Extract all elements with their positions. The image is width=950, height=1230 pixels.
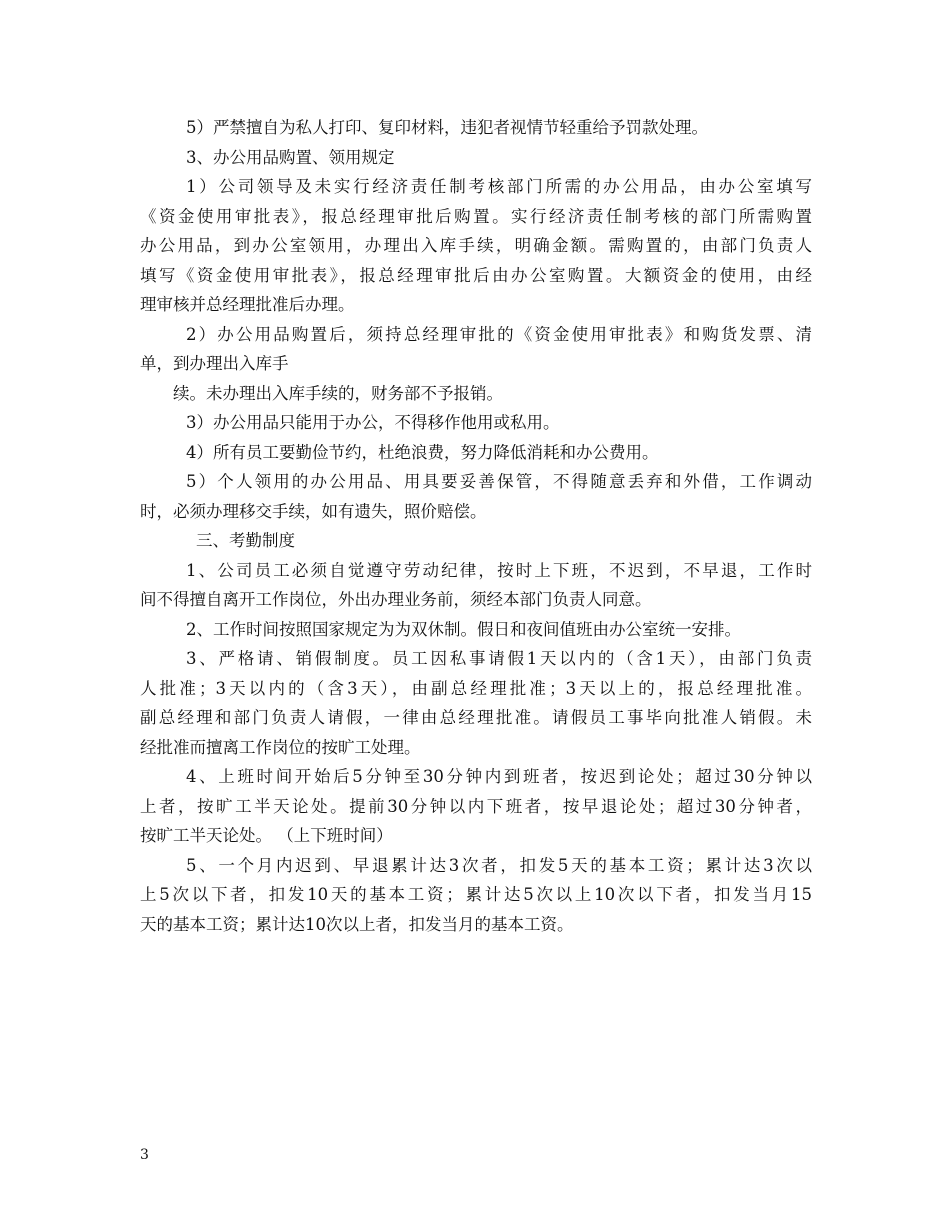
document-body: [140, 113, 812, 939]
text-line: 填写《资金使用审批表》，报总经理审批后由办公室购置。大额资金的使用，由经: [140, 265, 812, 285]
section-heading: 3、办公用品购置、领用规定: [186, 147, 395, 167]
text-line: 间不得擅自离开工作岗位，外出办理业务前，须经本部门负责人同意。: [140, 590, 652, 609]
text-line: 天的基本工资；累计达10次以上者，扣发当月的基本工资。: [140, 914, 574, 934]
text-line: 5）严禁擅自为私人打印、复印材料，违犯者视情节轻重给予罚款处理。: [186, 118, 708, 137]
text-line: 人批准；3天以内的（含3天），由副总经理批准；3天以上的，报总经理批准。: [140, 678, 812, 698]
text-line: 3）办公用品只能用于办公，不得移作他用或私用。: [186, 413, 560, 432]
text-line: 上5次以下者，扣发10天的基本工资；累计达5次以上10次以下者，扣发当月15: [140, 885, 812, 904]
text-line: 1、公司员工必须自觉遵守劳动纪律，按时上下班，不迟到，不早退，工作时: [186, 560, 812, 580]
text-line: 5、一个月内迟到、早退累计达3次者，扣发5天的基本工资；累计达3次以: [186, 855, 812, 875]
page-number: 3: [140, 1147, 149, 1163]
text-line: 单，到办理出入库手: [140, 354, 289, 373]
section-heading: 三、考勤制度: [196, 531, 295, 550]
text-line: 经批准而擅离工作岗位的按旷工处理。: [140, 737, 421, 757]
text-line: 2）办公用品购置后，须持总经理审批的《资金使用审批表》和购货发票、清: [186, 324, 812, 344]
text-line: 上者，按旷工半天论处。提前30分钟以内下班者，按早退论处；超过30分钟者，: [140, 796, 812, 816]
text-line: 2、工作时间按照国家规定为为双休制。假日和夜间值班由办公室统一安排。: [186, 619, 741, 639]
text-line: 3、严格请、销假制度。员工因私事请假1天以内的（含1天），由部门负责: [186, 649, 812, 668]
text-line: 1）公司领导及未实行经济责任制考核部门所需的办公用品，由办公室填写: [186, 177, 812, 196]
text-line: 副总经理和部门负责人请假，一律由总经理批准。请假员工事毕向批准人销假。未: [140, 708, 812, 727]
text-line: 续。未办理出入库手续的，财务部不予报销。: [173, 383, 503, 403]
text-line: 5）个人领用的办公用品、用具要妥善保管，不得随意丢弃和外借，工作调动: [186, 472, 812, 491]
text-line: 理审核并总经理批准后办理。: [140, 295, 355, 314]
text-line: 4、上班时间开始后5分钟至30分钟内到班者，按迟到论处；超过30分钟以: [186, 767, 812, 786]
text-line: 按旷工半天论处。 （上下班时间）: [140, 826, 393, 845]
text-line: 4）所有员工要勤俭节约，杜绝浪费，努力降低消耗和办公费用。: [186, 442, 659, 462]
text-line: 《资金使用审批表》，报总经理审批后购置。实行经济责任制考核的部门所需购置: [140, 206, 812, 226]
text-line: 时，必须办理移交手续，如有遗失，照价赔偿。: [140, 501, 487, 521]
text-line: 办公用品，到办公室领用，办理出入库手续，明确金额。需购置的，由部门负责人: [140, 236, 812, 255]
